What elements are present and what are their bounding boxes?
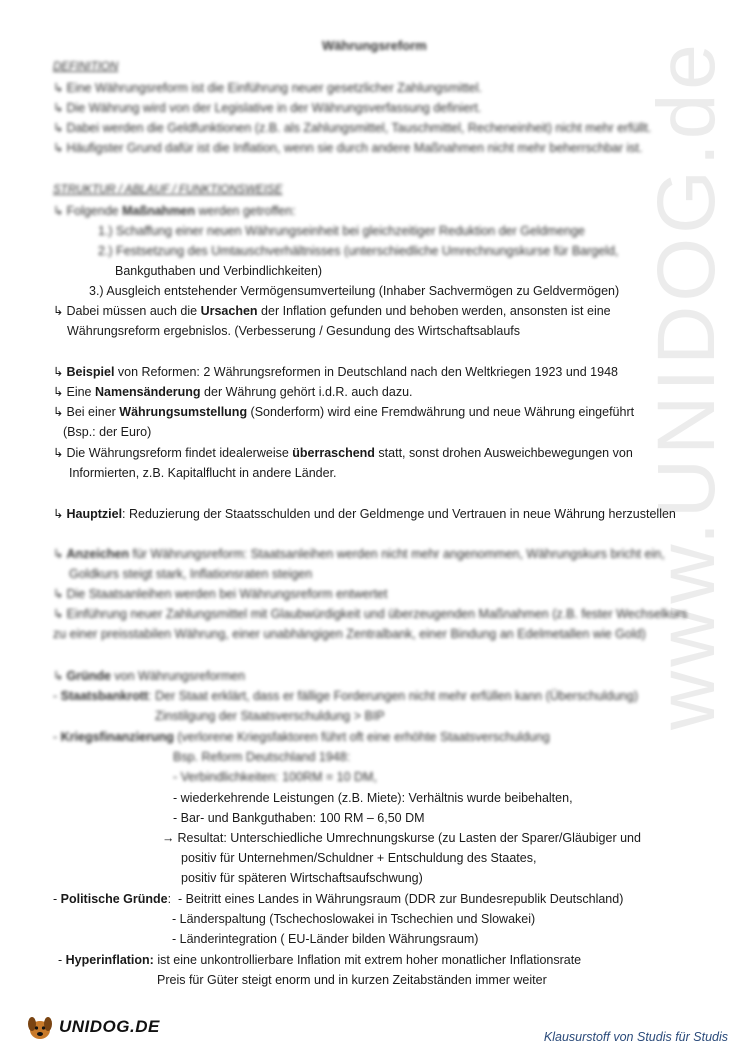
section-heading-struktur: STRUKTUR / ABLAUF / FUNKTIONSWEISE [53,184,283,196]
arrow-icon: ↳ [53,304,64,318]
logo-text: UNIDOG.DE [59,1017,160,1036]
arrow-icon: ↳ [53,385,64,399]
section-heading-definition: DEFINITION [53,61,119,73]
kriegsfinanzierung-guthaben: - Bar- und Bankguthaben: 100 RM – 6,50 DM [173,811,425,825]
beispiel-line: ↳ Beispiel von Reformen: 2 Währungsreformen in Deutschland nach den Weltkriegen 1923 und 1948 [53,365,618,379]
unidog-logo [25,1012,160,1042]
kriegsfinanzierung-bsp: Bsp. Reform Deutschland 1948: [173,750,351,764]
arrow-icon: ↳ [53,446,64,460]
arrow-icon: ↳ [53,507,64,521]
resultat-cont-2: positiv für späteren Wirtschaftsaufschwung) [181,871,423,885]
arrow-icon: ↳ [53,587,64,601]
politische-gruende-2: - Länderspaltung (Tschechoslowakei in Tschechien und Slowakei) [172,912,536,926]
footer-tagline: Klausurstoff von Studis für Studis [543,1030,728,1044]
staatsbankrott-cont: Zinstilgung der Staatsverschuldung > BIP [155,709,385,723]
anzeichen-line-3b: zu einer preisstabilen Währung, einer unabhängigen Zentralbank, einer Bindung an Edelmetallen wie Gold) [53,627,646,641]
resultat-line: → Resultat: Unterschiedliche Umrechnungskurse (zu Lasten der Sparer/Gläubiger und [162,831,641,845]
resultat-cont-1: positiv für Unternehmen/Schuldner + Entschuldung des Staates, [181,851,537,865]
anzeichen-line-2: ↳ Die Staatsanleihen werden bei Währungsreform entwertet [53,587,388,601]
arrow-icon: ↳ [53,365,64,379]
struktur-intro: ↳ Folgende Maßnahmen werden getroffen: [53,204,296,218]
arrow-icon: ↳ [53,607,64,621]
waehrungsumstellung-line: ↳ Bei einer Währungsumstellung (Sonderform) wird eine Fremdwährung und neue Währung eingeführt [53,405,635,419]
arrow-icon: ↳ [53,121,64,135]
arrow-icon: ↳ [53,669,64,683]
anzeichen-line-1: ↳ Anzeichen für Währungsreform: Staatsanleihen werden nicht mehr angenommen, Währungskurs bricht ein, [53,547,665,561]
definition-line-1: ↳ Eine Währungsreform ist die Einführung neuer gesetzlicher Zahlungsmittel. [53,81,482,95]
definition-line-2: ↳ Die Währung wird von der Legislative in der Währungsverfassung definiert. [53,101,482,115]
definition-line-3: ↳ Dabei werden die Geldfunktionen (z.B. als Zahlungsmittel, Tauschmittel, Recheneinheit) nicht mehr erfüllt. [53,121,652,135]
politische-gruende-3: - Länderintegration ( EU-Länder bilden Währungsraum) [172,932,479,946]
politische-gruende-line: - Politische Gründe: - Beitritt eines Landes in Währungsraum (DDR zur Bundesrepublik Deutschland) [53,892,624,906]
hyperinflation-line: - Hyperinflation: ist eine unkontrollierbare Inflation mit extrem hoher monatlicher Inflationsrate [58,953,582,967]
arrow-icon: ↳ [53,204,64,218]
struktur-item-3: 3.) Ausgleich entstehender Vermögensumverteilung (Inhaber Sachvermögen zu Geldvermögen) [89,284,620,298]
arrow-icon: ↳ [53,405,64,419]
arrow-icon: ↳ [53,547,64,561]
struktur-item-1: 1.) Schaffung einer neuen Währungseinheit bei gleichzeitiger Reduktion der Geldmenge [98,224,585,238]
ueberraschend-line: ↳ Die Währungsreform findet idealerweise überraschend statt, sonst drohen Ausweichbewegungen von [53,446,633,460]
ursachen-cont: Währungsreform ergebnislos. (Verbesserung / Gesundung des Wirtschaftsablaufs [67,324,521,338]
arrow-icon: ↳ [53,81,64,95]
hyperinflation-cont: Preis für Güter steigt enorm und in kurzen Zeitabständen immer weiter [157,973,547,987]
arrow-icon: ↳ [53,101,64,115]
anzeichen-line-1b: Goldkurs steigt stark, Inflationsraten steigen [69,567,313,581]
waehrungsumstellung-cont: (Bsp.: der Euro) [63,425,152,439]
hauptziel-line: ↳ Hauptziel: Reduzierung der Staatsschulden und der Geldmenge und Vertrauen in neue Währung herzustellen [53,507,676,521]
dog-icon [25,1012,55,1042]
page-title: Währungsreform [322,38,427,53]
kriegsfinanzierung-line: - Kriegsfinanzierung (verlorene Kriegsfaktoren führt oft eine erhöhte Staatsverschuldung [53,730,550,744]
ursachen-line: ↳ Dabei müssen auch die Ursachen der Inflation gefunden und behoben werden, ansonsten ist eine [53,304,611,318]
kriegsfinanzierung-verbindlichkeiten: - Verbindlichkeiten: 100RM = 10 DM, [173,770,377,784]
kriegsfinanzierung-leistungen: - wiederkehrende Leistungen (z.B. Miete): Verhältnis wurde beibehalten, [173,791,573,805]
staatsbankrott-line: - Staatsbankrott: Der Staat erklärt, dass er fällige Forderungen nicht mehr erfüllen kann (Überschuldung) [53,689,638,703]
gruende-heading: ↳ Gründe von Währungsreformen [53,669,246,683]
anzeichen-line-3: ↳ Einführung neuer Zahlungsmittel mit Glaubwürdigkeit und überzeugenden Maßnahmen (z.B. fester Wechselkurs [53,607,688,621]
watermark: www.UNIDOG.de [641,40,732,730]
right-arrow-icon: → [162,831,175,845]
ueberraschend-cont: Informierten, z.B. Kapitalflucht in andere Länder. [69,466,337,480]
arrow-icon: ↳ [53,141,64,155]
struktur-item-2: 2.) Festsetzung des Umtauschverhältnisses (unterschiedliche Umrechnungskurse für Bargeld, [98,244,619,258]
definition-line-4: ↳ Häufigster Grund dafür ist die Inflation, wenn sie durch andere Maßnahmen nicht mehr beherrschbar ist. [53,141,643,155]
struktur-item-2-cont: Bankguthaben und Verbindlichkeiten) [115,264,323,278]
namensaenderung-line: ↳ Eine Namensänderung der Währung gehört i.d.R. auch dazu. [53,385,413,399]
